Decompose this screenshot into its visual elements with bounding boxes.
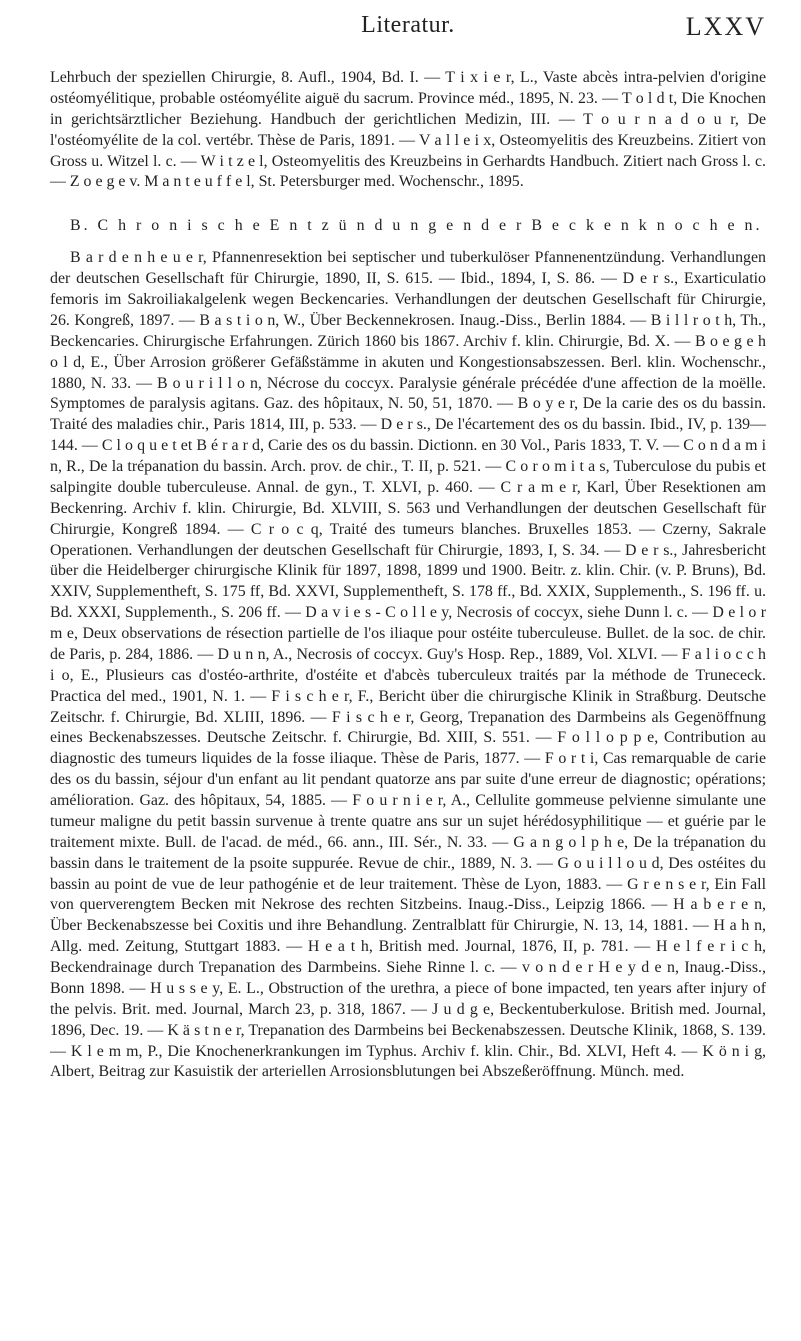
page-header	[50, 12, 766, 48]
page-number: LXXV	[685, 12, 766, 41]
bibliography-paragraph-continued: Lehrbuch der speziellen Chirurgie, 8. Aufl., 1904, Bd. I. — T i x i e r, L., Vaste abcès intra-pelvien d'origine ostéomyélitique, probable ostéomyélite aiguë du sacrum. Province méd., 1895, N. 23. — T o l d t, Die Knochen in gerichtsärztlicher Beziehung. Handbuch der gerichtlichen Medizin, III. — T o u r n a d o u r, De l'ostéomyélite de la col. vertébr. Thèse de Paris, 1891. — V a l l e i x, Osteomyelitis des Kreuzbeins. Zitiert von Gross u. Witzel l. c. — W i t z e l, Osteomyelitis des Kreuzbeins in Gerhardts Handbuch. Zitiert nach Gross l. c. — Z o e g e v. M a n t e u f f e l, St. Petersburger med. Wochenschr., 1895.	[50, 69, 766, 191]
section-heading: B. C h r o n i s c h e E n t z ü n d u n g e n d e r B e c k e n k n o c h e n.	[70, 217, 763, 235]
bibliography-paragraph-chronic-inflammations: B a r d e n h e u e r, Pfannenresektion bei septischer und tuberkulöser Pfannenentzündung. Verhandlungen der deutschen Gesellschaft für Chirurgie, 1890, II, S. 615. — Ibid., 1894, I, S. 86. — D e r s., Exarticulatio femoris im Sakroiliakalgelenk wegen Beckencaries. Verhandlungen der deutschen Gesellschaft für Chirurgie, 26. Kongreß, 1897. — B a s t i o n, W., Über Beckennekrosen. Inaug.-Diss., Berlin 1884. — B i l l r o t h, Th., Beckencaries. Chirurgische Erfahrungen. Zürich 1860 bis 1867. Archiv f. klin. Chirurgie, Bd. X. — B o e g e h o l d, E., Über Arrosion größerer Gefäßstämme in akuten und Kongestionsabszessen. Berl. klin. Wochenschr., 1880, N. 33. — B o u r i l l o n, Nécrose du coccyx. Paralysie générale précédée d'une affection de la moëlle. Symptomes de paralysis agitans. Gaz. des hôpitaux, N. 50, 51, 1870. — B o y e r, De la carie des os du bassin. Traité des maladies chir., Paris 1814, III, p. 533. — D e r s., De l'écartement des os du bassin. Ibid., IV, p. 139—144. — C l o q u e t et B é r a r d, Carie des os du bassin. Dictionn. en 30 Vol., Paris 1833, T. V. — C o n d a m i n, R., De la trépanation du bassin. Arch. prov. de chir., T. II, p. 521. — C o r o m i t a s, Tuberculose du pubis et salpingite double tuberculeuse. Annal. de gyn., T. XLVI, p. 460. — C r a m e r, Karl, Über Resektionen am Beckenring. Archiv f. klin. Chirurgie, Bd. XLVIII, S. 563 und Verhandlungen der deutschen Gesellschaft für Chirurgie, Kongreß 1894. — C r o c q, Traité des tumeurs blanches. Bruxelles 1853. — Czerny, Sakrale Operationen. Verhandlungen der deutschen Gesellschaft für Chirurgie, 1893, I, S. 34. — D e r s., Jahresbericht über die Heidelberger chirurgische Klinik für 1897, 1898, 1899 und 1900. Beitr. z. klin. Chir. (v. P. Bruns), Bd. XXIV, Supplementheft, S. 175 ff, Bd. XXVI, Supplementheft, S. 178 ff., Bd. XXIX, Supplementh., S. 196 ff. u. Bd. XXXI, Supplementh., S. 206 ff. — D a v i e s - C o l l e y, Necrosis of coccyx, siehe Dunn l. c. — D e l o r m e, Deux observations de résection partielle de l'os iliaque pour ostéite tuberculeuse. Bullet. de la soc. de chir. de Paris, p. 284, 1886. — D u n n, A., Necrosis of coccyx. Guy's Hosp. Rep., 1889, Vol. XLVI. — F a l i o c c h i o, E., Plusieurs cas d'ostéo-arthrite, d'ostéite et d'abcès tuberculeux traités par la méthode de Trunececk. Practica del med., 1901, N. 1. — F i s c h e r, F., Bericht über die chirurgische Klinik in Straßburg. Deutsche Zeitschr. f. Chirurgie, Bd. XLIII, 1896. — F i s c h e r, Georg, Trepanation des Darmbeins als Gegenöffnung eines Beckenabszesses. Deutsche Zeitschr. f. Chirurgie, Bd. XIII, S. 551. — F o l l o p p e, Contribution au diagnostic des tumeurs liquides de la fosse iliaque. Thèse de Paris, 1877. — F o r t i, Cas remarquable de carie des os du bassin, séjour d'un enfant au lit pendant quatorze ans par suite d'une erreur de diagnostic; opérations; amélioration. Gaz. des hôpitaux, 54, 1885. — F o u r n i e r, A., Cellulite gommeuse pelvienne simulante une tumeur maligne du petit bassin survenue à trente quatre ans sur un sujet hérédosyphilitique — et guérie par le traitement mixte. Bull. de l'acad. de méd., 66. ann., III. Sér., N. 33. — G a n g o l p h e, De la trépanation du bassin dans le traitement de la psoite suppurée. Revue de chir., 1889, N. 3. — G o u i l l o u d, Des ostéites du bassin au point de vue de leur pathogénie et de leur traitement. Thèse de Lyon, 1883. — G r e n s e r, Ein Fall von querverengtem Becken mit Nekrose des rechten Sitzbeins. Inaug.-Diss., Leipzig 1866. — H a b e r e n, Über Beckenabszesse bei Coxitis und ihre Behandlung. Zentralblatt für Chirurgie, N. 13, 14, 1881. — H a h n, Allg. med. Zeitung, Stuttgart 1883. — H e a t h, British med. Journal, 1876, II, p. 781. — H e l f e r i c h, Beckendrainage durch Trepanation des Darmbeins. Siehe Rinne l. c. — v o n d e r H e y d e n, Inaug.-Diss., Bonn 1898. — H u s s e y, E. L., Obstruction of the urethra, a piece of bone impacted, ten years after injury of the pelvis. Brit. med. Journal, March 23, p. 318, 1867. — J u d g e, Beckentuberkulose. British med. Journal, 1896, Dec. 19. — K ä s t n e r, Trepanation des Darmbeins bei Beckenabszessen. Deutsche Klinik, 1868, S. 139. — K l e m m, P., Die Knochenerkrankungen im Typhus. Archiv f. klin. Chir., Bd. XLVI, Heft 4. — K ö n i g, Albert, Beitrag zur Kasuistik der arteriellen Arrosionsblutungen bei Abszeßeröffnung. Münch. med.	[50, 249, 766, 1081]
running-title: Literatur.	[361, 12, 455, 38]
bibliography-body	[50, 68, 766, 1083]
